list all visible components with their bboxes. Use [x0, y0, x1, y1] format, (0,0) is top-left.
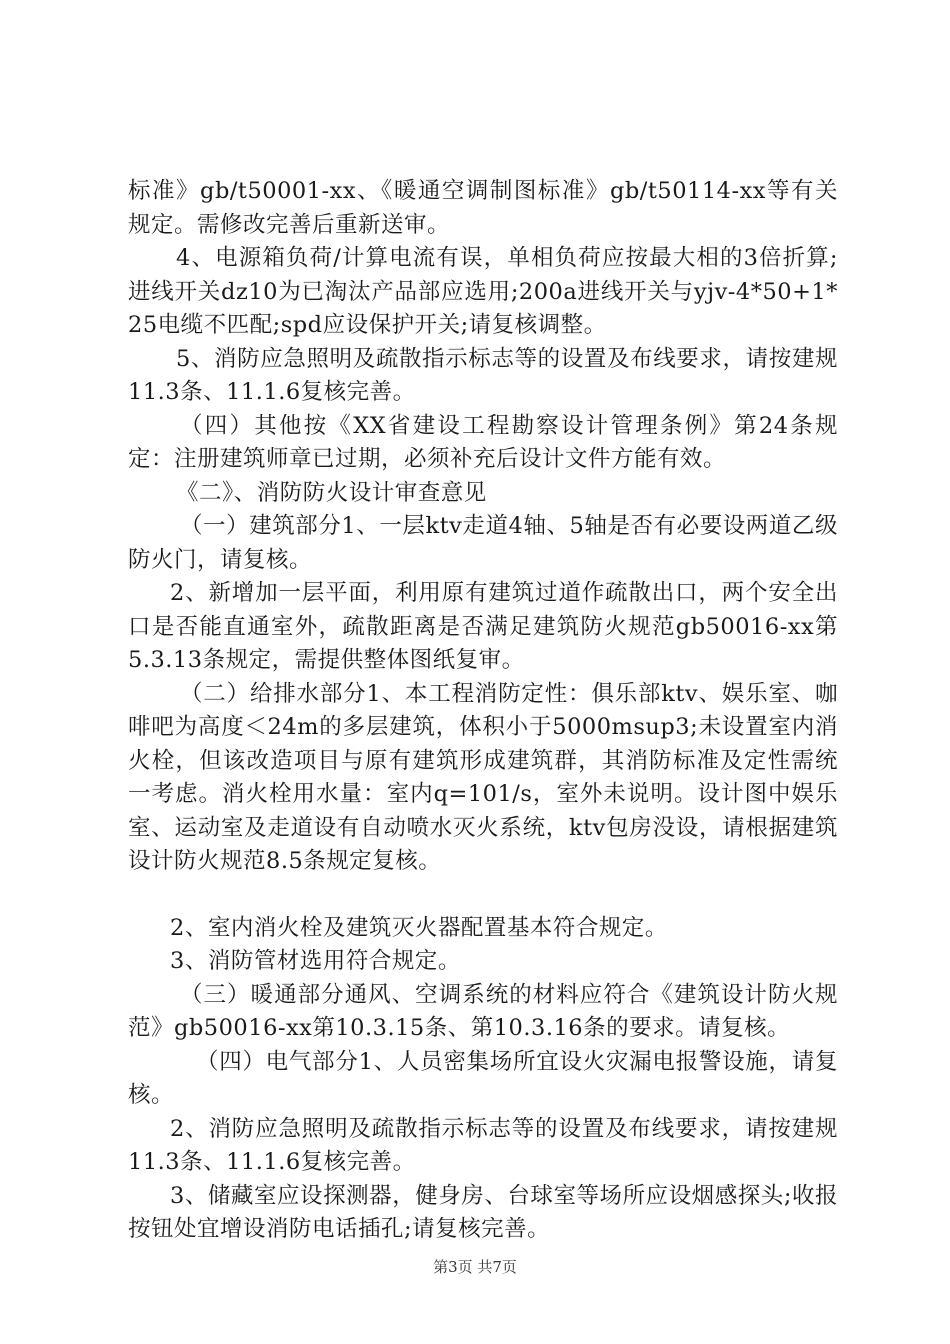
paragraph: （三）暖通部分通风、空调系统的材料应符合《建筑设计防火规范》gb50016-xx第10.3.15条、第10.3.16条的要求。请复核。 — [128, 981, 838, 1041]
paragraph: 3、储藏室应设探测器，健身房、台球室等场所应设烟感探头;收报按钮处宜增设消防电话插孔;请复核完善。 — [128, 1182, 838, 1242]
paragraph: （一）建筑部分1、一层ktv走道4轴、5轴是否有必要设两道乙级防火门，请复核。 — [128, 513, 838, 573]
paragraph: 3、消防管材选用符合规定。 — [170, 948, 461, 974]
paragraph: 标准》gb/t50001-xx、《暖通空调制图标准》gb/t50114-xx等有关规定。需修改完善后重新送审。 — [128, 178, 838, 238]
paragraph: 5、消防应急照明及疏散指示标志等的设置及布线要求，请按建规11.3条、11.1.6复核完善。 — [128, 345, 838, 405]
section-heading: 《二》、消防防火设计审查意见 — [176, 479, 487, 506]
paragraph: 2、室内消火栓及建筑灭火器配置基本符合规定。 — [170, 914, 668, 941]
paragraph: 2、新增加一层平面，利用原有建筑过道作疏散出口，两个安全出口是否能直通室外，疏散距离是否满足建筑防火规范gb50016-xx第5.3.13条规定，需提供整体图纸复审。 — [128, 580, 838, 673]
paragraph: 4、电源箱负荷/计算电流有误，单相负荷应按最大相的3倍折算;进线开关dz10为已淘汰产品部应选用;200a进线开关与yjv-4*50+1*25电缆不匹配;spd应设保护开关;请复核调整。 — [128, 245, 838, 338]
page-number: 第3页 共7页 — [433, 1258, 517, 1276]
paragraph: （二）给排水部分1、本工程消防定性：俱乐部ktv、娱乐室、咖啡吧为高度＜24m的多层建筑，体积小于5000msup3;未设置室内消火栓，但该改造项目与原有建筑形成建筑群，其消防标准及定性需统一考虑。消火栓用水量：室内q=101/s，室外未说明。设计图中娱乐室、运动室及走道设有自动喷水灭火系统，ktv包房没设，请根据建筑设计防火规范8.5条规定复核。 — [128, 680, 838, 874]
document-body — [128, 175, 838, 1247]
paragraph: 2、消防应急照明及疏散指示标志等的设置及布线要求，请按建规11.3条、11.1.6复核完善。 — [128, 1115, 838, 1175]
paragraph: （四）其他按《XX省建设工程勘察设计管理条例》第24条规定：注册建筑师章已过期，必须补充后设计文件方能有效。 — [128, 412, 838, 472]
paragraph: （四）电气部分1、人员密集场所宜设火灾漏电报警设施，请复核。 — [128, 1048, 838, 1108]
